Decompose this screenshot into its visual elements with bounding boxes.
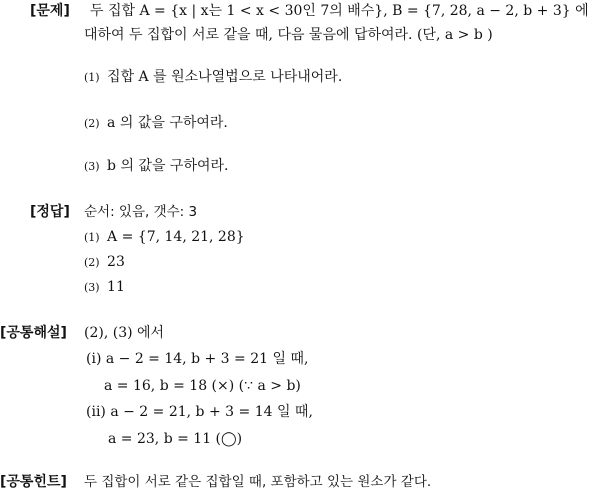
question-2-text: a 의 값을 구하여라. xyxy=(107,115,228,131)
question-3-number: (3) xyxy=(84,160,100,173)
answer-1-number: (1) xyxy=(84,231,100,244)
problem-line-1: 두 집합 A = {x | x는 1 < x < 30인 7의 배수}, B = {7, 28, a − 2, b + 3} 에 xyxy=(90,3,589,19)
question-3-text: b 의 값을 구하여라. xyxy=(107,158,229,174)
question-2 xyxy=(84,114,228,133)
answer-2 xyxy=(84,253,125,272)
hint-label: [공통힌트] xyxy=(0,474,67,490)
answer-2-number: (2) xyxy=(84,256,100,269)
problem-line-2: 대하여 두 집합이 서로 같을 때, 다음 물음에 답하여라. (단, a > b ) xyxy=(84,27,493,43)
question-1 xyxy=(84,68,342,87)
hint-text: 두 집합이 서로 같은 집합일 때, 포함하고 있는 원소가 같다. xyxy=(84,474,432,490)
question-2-number: (2) xyxy=(84,117,100,130)
answer-3 xyxy=(84,278,125,297)
question-1-text: 집합 A 를 원소나열법으로 나타내어라. xyxy=(107,69,343,85)
explanation-intro: (2), (3) 에서 xyxy=(84,325,165,341)
explanation-case-1: (i) a − 2 = 14, b + 3 = 21 일 때, xyxy=(86,351,309,367)
explanation-case-1-result: a = 16, b = 18 (×) (∵ a > b) xyxy=(104,378,301,394)
explanation-label: [공통해설] xyxy=(0,325,67,341)
answer-3-text: 11 xyxy=(107,279,125,295)
answer-order-count: 순서: 있음, 갯수: 3 xyxy=(84,204,198,220)
answer-1-text: A = {7, 14, 21, 28} xyxy=(107,229,245,245)
answer-1 xyxy=(84,228,245,247)
answer-label: [정답] xyxy=(30,204,70,220)
problem-label: [문제] xyxy=(30,3,70,19)
answer-3-number: (3) xyxy=(84,281,100,294)
explanation-case-2: (ii) a − 2 = 21, b + 3 = 14 일 때, xyxy=(86,404,313,420)
answer-2-text: 23 xyxy=(107,254,125,270)
explanation-case-2-result: a = 23, b = 11 (◯) xyxy=(108,431,243,447)
question-1-number: (1) xyxy=(84,71,100,84)
question-3 xyxy=(84,157,228,176)
